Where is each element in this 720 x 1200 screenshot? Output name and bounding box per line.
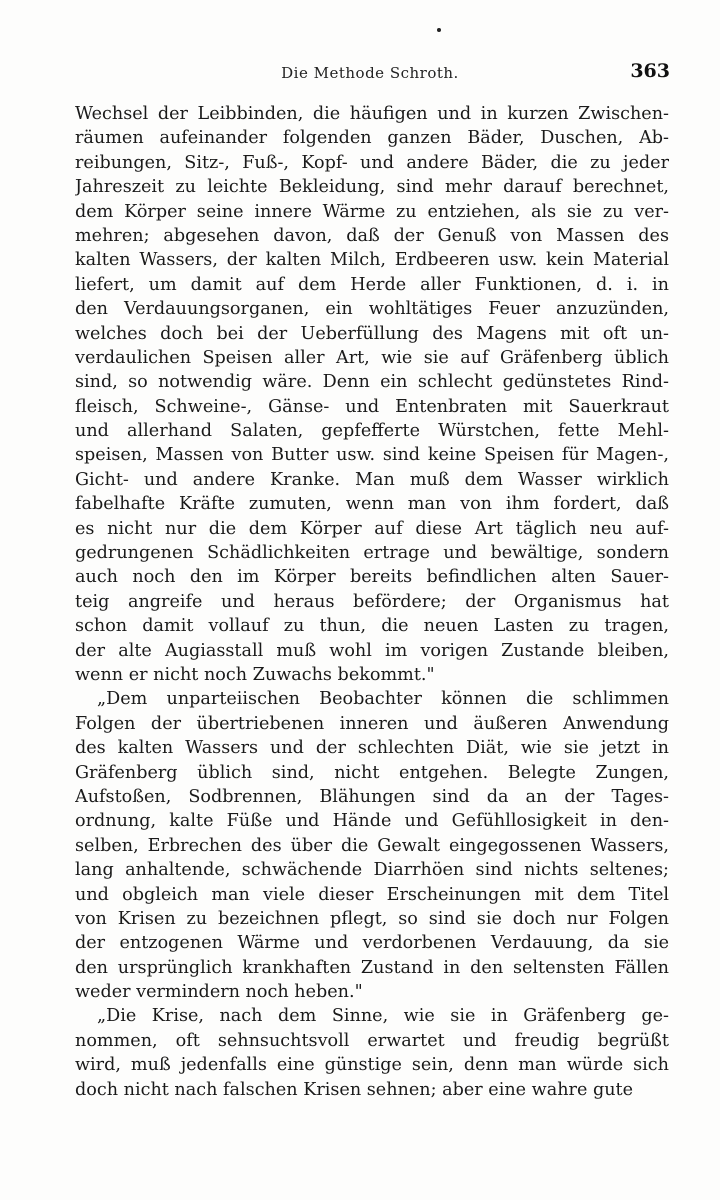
- paragraph: [75, 102, 669, 687]
- page-number: 363: [630, 60, 670, 82]
- text-line: des kalten Wassers und der schlechten Diät, wie sie jetzt in: [75, 738, 669, 759]
- text-line: und allerhand Salaten, gepfefferte Würstchen, fette Mehl-: [75, 421, 669, 442]
- text-line: liefert, um damit auf dem Herde aller Funktionen, d. i. in: [75, 274, 669, 295]
- text-line: den Verdauungsorganen, ein wohltätiges Feuer anzuzünden,: [75, 299, 669, 320]
- text-line: Aufstoßen, Sodbrennen, Blähungen sind da an der Tages-: [75, 786, 669, 807]
- text-line: von Krisen zu bezeichnen pflegt, so sind sie doch nur Folgen: [75, 908, 669, 929]
- text-line: ordnung, kalte Füße und Hände und Gefühllosigkeit in den-: [75, 811, 669, 832]
- text-line: dem Körper seine innere Wärme zu entziehen, als sie zu ver-: [75, 201, 669, 222]
- body-text: [75, 102, 669, 1102]
- text-line: doch nicht nach falschen Krisen sehnen; aber eine wahre gute: [75, 1079, 634, 1100]
- paragraph: [75, 687, 669, 1004]
- running-title: Die Methode Schroth.: [281, 64, 459, 82]
- text-line: „Die Krise, nach dem Sinne, wie sie in Gräfenberg ge-: [97, 1006, 669, 1027]
- text-line: den ursprünglich krankhaften Zustand in den seltensten Fällen: [75, 957, 669, 978]
- text-line: teig angreife und heraus befördere; der Organismus hat: [75, 591, 669, 612]
- text-line: lang anhaltende, schwächende Diarrhöen sind nichts seltenes;: [75, 860, 669, 881]
- text-line: welches doch bei der Ueberfüllung des Magens mit oft un-: [75, 323, 669, 344]
- text-line: speisen, Massen von Butter usw. sind keine Speisen für Magen-,: [75, 445, 669, 466]
- text-line: und obgleich man viele dieser Erscheinungen mit dem Titel: [75, 884, 669, 905]
- text-line: wenn er nicht noch Zuwachs bekommt.": [75, 664, 435, 685]
- text-line: „Dem unparteiischen Beobachter können die schlimmen: [97, 689, 669, 710]
- paragraph: [75, 1004, 669, 1102]
- text-line: Gicht- und andere Kranke. Man muß dem Wasser wirklich: [75, 469, 669, 490]
- text-line: wird, muß jedenfalls eine günstige sein, denn man würde sich: [75, 1055, 669, 1076]
- text-line: mehren; abgesehen davon, daß der Genuß von Massen des: [75, 225, 669, 246]
- text-line: räumen aufeinander folgenden ganzen Bäder, Duschen, Ab-: [75, 128, 669, 149]
- text-line: Folgen der übertriebenen inneren und äußeren Anwendung: [75, 713, 669, 734]
- text-line: weder vermindern noch heben.": [75, 982, 363, 1003]
- text-line: auch noch den im Körper bereits befindlichen alten Sauer-: [75, 567, 669, 588]
- text-line: kalten Wassers, der kalten Milch, Erdbeeren usw. kein Material: [75, 250, 669, 271]
- text-line: es nicht nur die dem Körper auf diese Art täglich neu auf-: [75, 518, 669, 539]
- text-line: Wechsel der Leibbinden, die häufigen und in kurzen Zwischen-: [75, 104, 669, 124]
- text-line: schon damit vollauf zu thun, die neuen Lasten zu tragen,: [75, 616, 669, 637]
- text-line: selben, Erbrechen des über die Gewalt eingegossenen Wassers,: [75, 835, 669, 856]
- text-line: der alte Augiasstall muß wohl im vorigen Zustande bleiben,: [75, 640, 669, 661]
- text-line: Jahreszeit zu leichte Bekleidung, sind mehr darauf berechnet,: [75, 177, 669, 198]
- text-line: fleisch, Schweine-, Gänse- und Entenbraten mit Sauerkraut: [75, 396, 669, 417]
- text-line: der entzogenen Wärme und verdorbenen Verdauung, da sie: [75, 933, 669, 954]
- text-line: Gräfenberg üblich sind, nicht entgehen. Belegte Zungen,: [75, 762, 669, 783]
- text-line: verdaulichen Speisen aller Art, wie sie auf Gräfenberg üblich: [75, 347, 669, 368]
- text-line: sind, so notwendig wäre. Denn ein schlecht gedünstetes Rind-: [75, 372, 669, 393]
- text-line: fabelhafte Kräfte zumuten, wenn man von ihm fordert, daß: [75, 494, 669, 515]
- ink-speck: [437, 28, 441, 32]
- text-line: gedrungenen Schädlichkeiten ertrage und bewältige, sondern: [75, 543, 669, 564]
- text-line: nommen, oft sehnsuchtsvoll erwartet und freudig begrüßt: [75, 1030, 669, 1051]
- text-line: reibungen, Sitz-, Fuß-, Kopf- und andere Bäder, die zu jeder: [75, 152, 669, 173]
- page-header: [70, 60, 670, 90]
